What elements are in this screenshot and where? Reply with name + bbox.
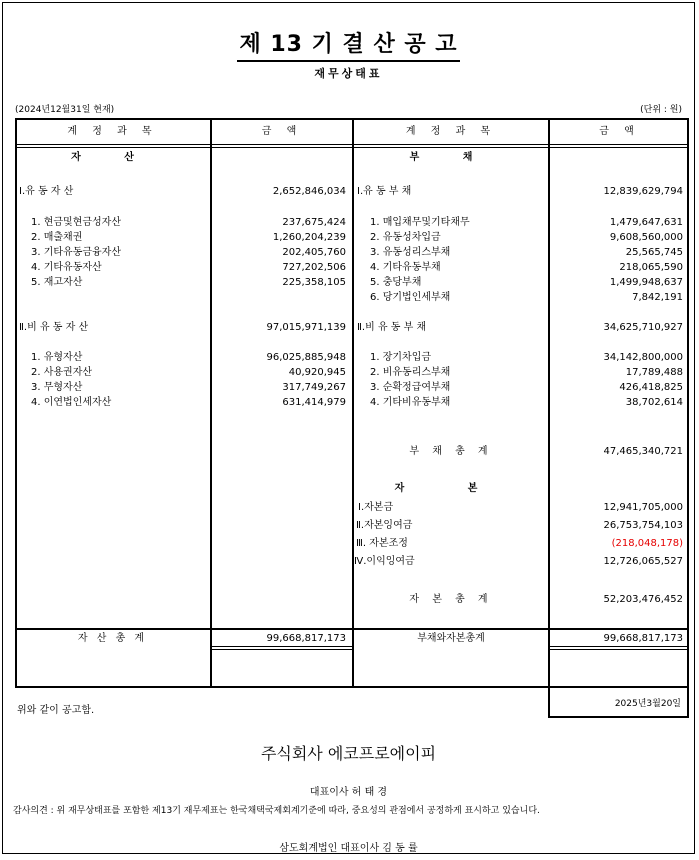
notice-title: 제 13 기 결 산 공 고 [3, 27, 694, 62]
statement-subtitle: 재무상태표 [314, 67, 383, 80]
asset-item-label: 3. 무형자산 [31, 382, 83, 393]
liability-item-label: 2. 유동성차입금 [370, 232, 441, 243]
equity-item-label: Ⅳ.이익잉여금 [354, 556, 415, 567]
asset-item-label: 4. 이연법인세자산 [31, 397, 112, 408]
asset-item-label: 1. 유형자산 [31, 352, 83, 363]
header-amount-left: 금 액 [261, 126, 303, 137]
total-rule [15, 628, 689, 630]
asset-item-amount: 96,025,885,948 [266, 352, 346, 363]
liability-item-amount: 34,142,800,000 [603, 352, 683, 363]
assets-section-title: 자 산 [71, 152, 154, 163]
asset-item-label: 1. 현금및현금성자산 [31, 217, 121, 228]
balance-sheet-table [15, 118, 689, 688]
equity-item-amount: 26,753,754,103 [603, 520, 683, 531]
noncurrent-liabilities-label: Ⅱ.비 유 동 부 채 [357, 322, 427, 333]
noncurrent-liabilities-amount: 34,625,710,927 [603, 322, 683, 333]
current-assets-amount: 2,652,846,034 [272, 186, 346, 197]
assets-total-amount: 99,668,817,173 [266, 633, 346, 644]
asset-item-amount: 727,202,506 [282, 262, 346, 273]
asset-item-amount: 631,414,979 [282, 397, 346, 408]
current-liabilities-amount: 12,839,629,794 [603, 186, 683, 197]
total-underline-left [210, 649, 352, 650]
liability-item-label: 3. 순확정급여부채 [370, 382, 451, 393]
total-underline-right [548, 649, 689, 650]
noncurrent-assets-label: Ⅱ.비 유 동 자 산 [19, 322, 89, 333]
equity-item-label: Ⅰ.자본금 [358, 502, 394, 513]
asset-item-amount: 40,920,945 [288, 367, 346, 378]
equity-item-label: Ⅲ. 자본조정 [356, 538, 408, 549]
equity-item-amount-negative: (218,048,178) [611, 538, 683, 549]
auditor-name: 삼도회계법인 대표이사 김 동 률 [279, 843, 418, 854]
public-notice-page [2, 2, 695, 854]
liability-item-amount: 17,789,488 [625, 367, 683, 378]
company-name: 주식회사 에코프로에이피 [260, 744, 437, 763]
liab-equity-total-amount: 99,668,817,173 [603, 633, 683, 644]
liability-item-amount: 9,608,560,000 [609, 232, 683, 243]
asset-item-amount: 237,675,424 [282, 217, 346, 228]
liability-item-amount: 426,418,825 [619, 382, 683, 393]
liabilities-total-label: 부 채 총 계 [409, 446, 493, 457]
liability-item-amount: 25,565,745 [625, 247, 683, 258]
equity-total-amount: 52,203,476,452 [603, 594, 683, 605]
unit-note: (단위 : 원) [640, 105, 682, 115]
liability-item-amount: 38,702,614 [625, 397, 683, 408]
liability-item-label: 5. 충당부채 [370, 277, 422, 288]
liability-item-amount: 1,499,948,637 [609, 277, 683, 288]
equity-total-label: 자 본 총 계 [409, 594, 493, 605]
asset-item-label: 3. 기타유동금융자산 [31, 247, 121, 258]
liability-item-label: 3. 유동성리스부채 [370, 247, 451, 258]
liability-item-label: 1. 장기차입금 [370, 352, 432, 363]
total-underline-left [210, 646, 352, 647]
equity-item-amount: 12,726,065,527 [603, 556, 683, 567]
liab-equity-total-label: 부채와자본총계 [417, 633, 485, 644]
header-account-right: 계 정 과 목 [405, 126, 497, 137]
liability-item-label: 2. 비유동리스부채 [370, 367, 451, 378]
liabilities-section-title: 부 채 [409, 152, 493, 163]
equity-item-label: Ⅱ.자본잉여금 [356, 520, 413, 531]
current-assets-label: Ⅰ.유 동 자 산 [19, 186, 74, 197]
liability-item-amount: 218,065,590 [619, 262, 683, 273]
current-liabilities-label: Ⅰ.유 동 부 채 [357, 186, 412, 197]
asset-item-amount: 1,260,204,239 [272, 232, 346, 243]
asset-item-label: 2. 매출채권 [31, 232, 83, 243]
asset-item-label: 5. 재고자산 [31, 277, 83, 288]
equity-section-title: 자 본 [394, 483, 508, 494]
closing-statement: 위와 같이 공고함. [17, 705, 95, 716]
liabilities-total-amount: 47,465,340,721 [603, 446, 683, 457]
liability-item-label: 1. 매입채무및기타채무 [370, 217, 470, 228]
liability-item-amount: 1,479,647,631 [609, 217, 683, 228]
total-underline-right [548, 646, 689, 647]
as-of-date: (2024년12월31일 현재) [15, 105, 115, 115]
notice-date: 2025년3월20일 [548, 688, 689, 718]
liability-item-label: 4. 기타유동부채 [370, 262, 441, 273]
equity-item-amount: 12,941,705,000 [603, 502, 683, 513]
liability-item-label: 4. 기타비유동부채 [370, 397, 451, 408]
liability-item-amount: 7,842,191 [632, 292, 683, 303]
header-rule [15, 144, 689, 145]
header-rule [15, 147, 689, 148]
asset-item-amount: 317,749,267 [282, 382, 346, 393]
header-amount-right: 금 액 [599, 126, 640, 137]
assets-total-label: 자 산 총 계 [77, 633, 148, 644]
audit-opinion: 감사의견 : 위 재무상태표를 포함한 제13기 재무제표는 한국채택국제회계기준에 따라, 중요성의 관점에서 공정하게 표시하고 있습니다. [13, 806, 540, 816]
asset-item-label: 4. 기타유동자산 [31, 262, 102, 273]
noncurrent-assets-amount: 97,015,971,139 [266, 322, 346, 333]
ceo-name: 대표이사 허 태 경 [309, 787, 388, 798]
asset-item-amount: 202,405,760 [282, 247, 346, 258]
header-account-left: 계 정 과 목 [67, 126, 158, 137]
liability-item-label: 6. 당기법인세부채 [370, 292, 451, 303]
asset-item-label: 2. 사용권자산 [31, 367, 93, 378]
asset-item-amount: 225,358,105 [282, 277, 346, 288]
